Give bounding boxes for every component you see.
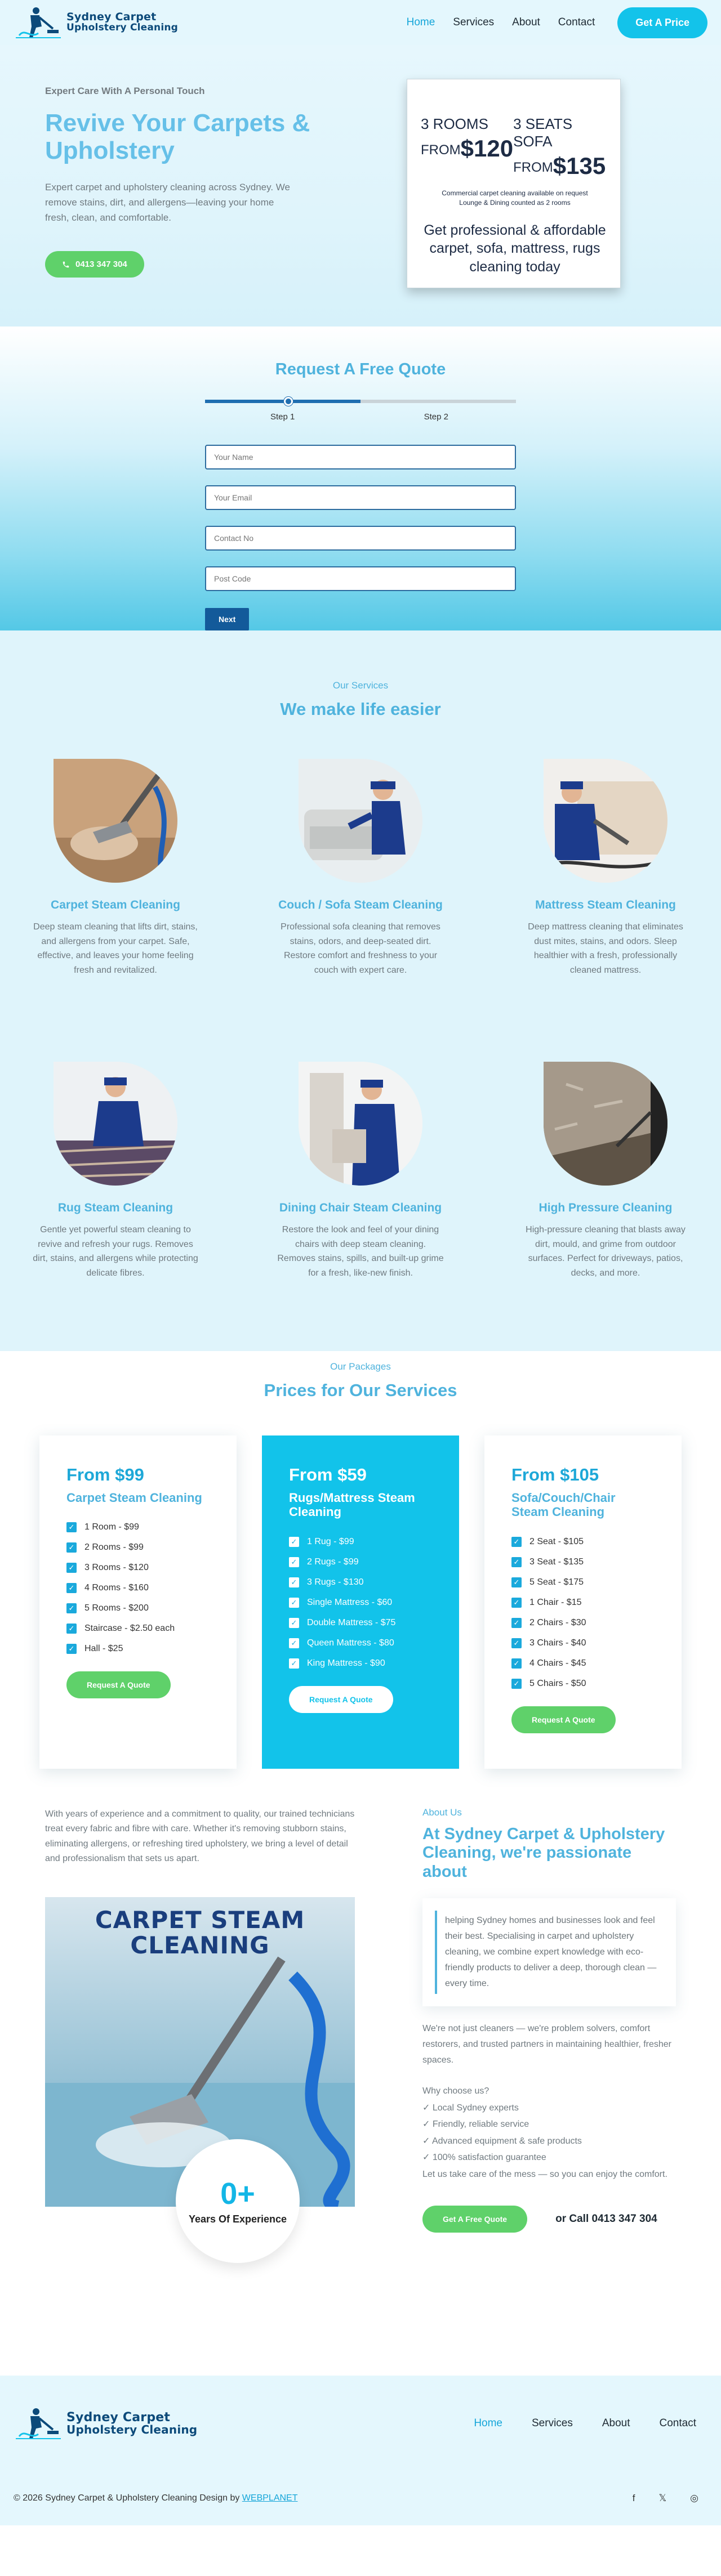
credit-link[interactable]: WEBPLANET bbox=[242, 2493, 298, 2503]
about-image-title: CARPET STEAM CLEANING bbox=[95, 1906, 305, 1960]
logo-line-1: Sydney Carpet bbox=[66, 11, 157, 24]
package-feature: ✓ Hall - $25 bbox=[66, 1639, 210, 1659]
check-icon: ✓ bbox=[511, 1618, 522, 1628]
check-icon: ✓ bbox=[66, 1583, 77, 1593]
package-feature: ✓ 3 Rooms - $120 bbox=[66, 1558, 210, 1578]
package-price: From $59 bbox=[289, 1465, 367, 1484]
package-feature: ✓ 2 Seat - $105 bbox=[511, 1532, 655, 1552]
years-badge bbox=[176, 2139, 300, 2263]
package-feature: ✓ 4 Rooms - $160 bbox=[66, 1578, 210, 1598]
check-icon: ✓ bbox=[511, 1598, 522, 1608]
facebook-icon[interactable]: f bbox=[632, 2493, 635, 2503]
contact-number-input[interactable] bbox=[205, 526, 516, 551]
carpet-cleaning-image bbox=[54, 759, 177, 883]
package-features bbox=[289, 1532, 432, 1674]
about-content bbox=[422, 1807, 676, 2233]
email-input[interactable] bbox=[205, 485, 516, 510]
step-2-label: Step 2 bbox=[424, 412, 448, 422]
package-price: From $99 bbox=[66, 1465, 144, 1484]
check-icon: ✓ bbox=[289, 1598, 299, 1608]
package-feature: ✓ 2 Rugs - $99 bbox=[289, 1552, 432, 1572]
logo-cleaner-icon bbox=[14, 5, 62, 40]
post-code-input[interactable] bbox=[205, 566, 516, 591]
footer-nav-about[interactable]: About bbox=[602, 2417, 630, 2429]
nav-services[interactable]: Services bbox=[453, 16, 495, 28]
about-cta bbox=[422, 2206, 676, 2233]
about-eyebrow: About Us bbox=[422, 1807, 462, 1818]
about-quote: helping Sydney homes and businesses look and feel their best. Specialising in carpet and upholstery cleaning, we combine expert knowledge with eco-friendly products to deliver a deep, thorough clean — every time. bbox=[445, 1916, 657, 1989]
hero-eyebrow: Expert Care With A Personal Touch bbox=[45, 86, 205, 96]
package-feature: ✓ 5 Seat - $175 bbox=[511, 1572, 655, 1593]
step-indicator-dot bbox=[284, 397, 293, 406]
copyright bbox=[14, 2493, 297, 2503]
service-description: High-pressure cleaning that blasts away dirt, mould, and grime from outdoor surfaces. Perfect for driveways, patios, decks, and more. bbox=[526, 1225, 686, 1278]
dining-chair-cleaning-image bbox=[299, 1062, 422, 1186]
twitter-icon[interactable]: 𝕏 bbox=[658, 2493, 667, 2503]
step-progress-fill bbox=[205, 400, 360, 403]
package-price: From $105 bbox=[511, 1465, 599, 1484]
next-button[interactable]: Next bbox=[205, 608, 249, 630]
package-card-carpet bbox=[39, 1435, 237, 1769]
package-feature: ✓ 2 Rooms - $99 bbox=[66, 1537, 210, 1558]
footer-nav-services[interactable]: Services bbox=[532, 2417, 573, 2429]
why-item: ✓ Friendly, reliable service bbox=[422, 2119, 529, 2130]
call-link[interactable]: or Call 0413 347 304 bbox=[555, 2212, 657, 2225]
logo-line-2: Upholstery Cleaning bbox=[66, 22, 179, 34]
package-feature: ✓ Single Mattress - $60 bbox=[289, 1593, 432, 1613]
check-icon: ✓ bbox=[511, 1679, 522, 1689]
hero-section bbox=[0, 45, 721, 327]
check-icon: ✓ bbox=[66, 1522, 77, 1532]
package-name: Carpet Steam Cleaning bbox=[66, 1491, 202, 1505]
hero-content bbox=[45, 86, 338, 278]
check-icon: ✓ bbox=[66, 1542, 77, 1553]
why-item: ✓ 100% satisfaction guarantee bbox=[422, 2153, 546, 2163]
check-icon: ✓ bbox=[289, 1557, 299, 1567]
mattress-cleaning-image bbox=[544, 759, 667, 883]
package-feature: ✓ 2 Chairs - $30 bbox=[511, 1613, 655, 1633]
promo-prices bbox=[421, 115, 609, 180]
promo-sofa-price: $135 bbox=[553, 153, 606, 179]
services-title: We make life easier bbox=[280, 699, 441, 719]
request-quote-button[interactable]: Request A Quote bbox=[289, 1686, 393, 1713]
logo-line-2: Upholstery Cleaning bbox=[66, 2423, 198, 2437]
check-icon: ✓ bbox=[66, 1563, 77, 1573]
instagram-icon[interactable]: ◎ bbox=[690, 2493, 698, 2503]
check-icon: ✓ bbox=[511, 1577, 522, 1587]
rug-cleaning-image bbox=[54, 1062, 177, 1186]
footer-nav-contact[interactable]: Contact bbox=[659, 2417, 696, 2429]
service-title: High Pressure Cleaning bbox=[538, 1201, 673, 1214]
promo-note-1: Commercial carpet cleaning available on request bbox=[442, 189, 588, 197]
service-card-carpet[interactable] bbox=[23, 759, 208, 977]
hero-phone-button[interactable] bbox=[45, 251, 144, 278]
package-feature: ✓ Double Mattress - $75 bbox=[289, 1613, 432, 1633]
request-quote-button[interactable]: Request A Quote bbox=[511, 1706, 616, 1733]
service-description: Deep mattress cleaning that eliminates dust mites, stains, and odors. Sleep healthier with a fresh, professionally cleaned mattress. bbox=[528, 922, 683, 975]
check-icon: ✓ bbox=[289, 1618, 299, 1628]
service-description: Professional sofa cleaning that removes stains, odors, and deep-seated dirt. Restore comfort and freshness to your couch with expert care. bbox=[281, 922, 440, 975]
footer-bottom bbox=[0, 2471, 721, 2525]
package-feature: ✓ 1 Rug - $99 bbox=[289, 1532, 432, 1552]
package-feature: ✓ 1 Chair - $15 bbox=[511, 1593, 655, 1613]
service-title: Rug Steam Cleaning bbox=[57, 1201, 173, 1214]
nav-home[interactable]: Home bbox=[406, 16, 435, 28]
nav-contact[interactable]: Contact bbox=[558, 16, 595, 28]
packages-eyebrow: Our Packages bbox=[330, 1361, 391, 1372]
package-feature: ✓ 3 Chairs - $40 bbox=[511, 1633, 655, 1653]
promo-sofa-title: 3 SEATS SOFA bbox=[513, 115, 573, 150]
service-card-mattress[interactable] bbox=[513, 759, 698, 977]
package-features bbox=[511, 1532, 655, 1694]
logo-text bbox=[66, 2411, 197, 2436]
packages-title: Prices for Our Services bbox=[264, 1380, 457, 1400]
footer-nav bbox=[474, 2417, 696, 2430]
package-feature: ✓ Queen Mattress - $80 bbox=[289, 1633, 432, 1653]
service-description: Restore the look and feel of your dining chairs with deep steam cleaning. Removes stains, spills, and built-up grime for a fresh, like-new finish. bbox=[277, 1225, 444, 1278]
promo-rooms-from: FROM bbox=[421, 142, 461, 158]
free-quote-button[interactable]: Get A Free Quote bbox=[422, 2206, 527, 2233]
quote-section bbox=[0, 327, 721, 630]
high-pressure-cleaning-image bbox=[544, 1062, 667, 1186]
about-intro: With years of experience and a commitment to quality, our trained technicians treat every fabric and fibre with care. Whether it's removing stubborn stains, eliminating allergens, or refreshing tired upholstery, we bring a level of detail and professionalism that sets us apart. bbox=[45, 1809, 355, 1864]
check-icon: ✓ bbox=[511, 1658, 522, 1669]
service-card-dining-chair[interactable] bbox=[268, 1062, 453, 1280]
package-feature: ✓ 3 Rugs - $130 bbox=[289, 1572, 432, 1593]
service-title: Mattress Steam Cleaning bbox=[535, 898, 676, 911]
logo-line-1: Sydney Carpet bbox=[66, 2410, 171, 2425]
package-feature: ✓ 3 Seat - $135 bbox=[511, 1552, 655, 1572]
main-nav bbox=[407, 7, 707, 38]
footer-logo[interactable] bbox=[14, 2406, 197, 2441]
copyright-text: © 2026 Sydney Carpet & Upholstery Cleaning Design by bbox=[14, 2493, 240, 2503]
check-icon: ✓ bbox=[66, 1603, 77, 1613]
promo-note bbox=[421, 189, 609, 208]
package-name: Rugs/Mattress Steam Cleaning bbox=[289, 1491, 415, 1519]
promo-rooms-price: $120 bbox=[460, 135, 514, 162]
check-icon: ✓ bbox=[66, 1644, 77, 1654]
check-icon: ✓ bbox=[289, 1638, 299, 1648]
hero-title: Revive Your Carpets & Upholstery bbox=[45, 109, 310, 165]
packages-section bbox=[0, 1351, 721, 1801]
check-icon: ✓ bbox=[66, 1624, 77, 1634]
service-title: Dining Chair Steam Cleaning bbox=[279, 1201, 442, 1214]
nav-about[interactable]: About bbox=[512, 16, 540, 28]
services-section bbox=[0, 630, 721, 1351]
package-feature: ✓ 5 Rooms - $200 bbox=[66, 1598, 210, 1618]
check-icon: ✓ bbox=[289, 1577, 299, 1587]
sofa-cleaning-image bbox=[299, 759, 422, 883]
check-icon: ✓ bbox=[289, 1658, 299, 1669]
phone-icon bbox=[62, 261, 70, 269]
footer-top bbox=[0, 2376, 721, 2471]
promo-sofa-from: FROM bbox=[513, 160, 553, 175]
package-card-sofa bbox=[484, 1435, 682, 1769]
hero-phone-number: 0413 347 304 bbox=[75, 260, 127, 270]
package-name: Sofa/Couch/Chair Steam Cleaning bbox=[511, 1491, 616, 1519]
site-footer bbox=[0, 2376, 721, 2525]
quote-title: Request A Free Quote bbox=[275, 360, 446, 378]
about-section bbox=[0, 1801, 721, 2376]
request-quote-button[interactable]: Request A Quote bbox=[66, 1671, 171, 1698]
about-paragraph: We're not just cleaners — we're problem solvers, comfort restorers, and trusted partners in maintaining healthier, fresher spaces. bbox=[422, 2024, 672, 2065]
years-number: 0+ bbox=[220, 2177, 255, 2211]
services-eyebrow: Our Services bbox=[332, 680, 389, 691]
package-feature: ✓ 5 Chairs - $50 bbox=[511, 1674, 655, 1694]
service-title: Couch / Sofa Steam Cleaning bbox=[278, 898, 443, 911]
name-input[interactable] bbox=[205, 445, 516, 469]
service-title: Carpet Steam Cleaning bbox=[51, 898, 180, 911]
why-item: ✓ Local Sydney experts bbox=[422, 2103, 519, 2113]
step-1-label: Step 1 bbox=[270, 412, 295, 422]
service-card-rug[interactable] bbox=[23, 1062, 208, 1280]
package-features bbox=[66, 1517, 210, 1659]
step-progress-bar bbox=[205, 400, 516, 403]
about-closing: Let us take care of the mess — so you can enjoy the comfort. bbox=[422, 2170, 667, 2179]
about-quote-box bbox=[422, 1898, 676, 2006]
promo-card bbox=[407, 79, 621, 288]
service-description: Gentle yet powerful steam cleaning to revive and refresh your rugs. Removes dirt, stains, and allergens while protecting delicate fibres. bbox=[33, 1225, 198, 1278]
logo-text bbox=[66, 12, 178, 33]
service-card-high-pressure[interactable] bbox=[513, 1062, 698, 1280]
site-header bbox=[0, 0, 721, 45]
why-choose-us bbox=[422, 2083, 676, 2183]
check-icon: ✓ bbox=[289, 1537, 299, 1547]
footer-nav-home[interactable]: Home bbox=[474, 2417, 502, 2429]
why-item: ✓ Advanced equipment & safe products bbox=[422, 2136, 582, 2146]
promo-note-2: Lounge & Dining counted as 2 rooms bbox=[459, 198, 571, 207]
promo-sofa bbox=[513, 115, 609, 180]
check-icon: ✓ bbox=[511, 1557, 522, 1567]
package-feature: ✓ 4 Chairs - $45 bbox=[511, 1653, 655, 1674]
service-description: Deep steam cleaning that lifts dirt, stains, and allergens from your carpet. Safe, effective, and leaves your home feeling fresh and revitalized. bbox=[33, 922, 198, 975]
check-icon: ✓ bbox=[511, 1638, 522, 1648]
package-card-rugs-mattress bbox=[262, 1435, 459, 1769]
about-title: At Sydney Carpet & Upholstery Cleaning, we're passionate about bbox=[422, 1825, 665, 1881]
quote-steps bbox=[205, 400, 516, 422]
site-logo[interactable] bbox=[14, 5, 178, 40]
get-price-button[interactable]: Get A Price bbox=[617, 7, 707, 38]
promo-rooms-title: 3 ROOMS bbox=[421, 115, 488, 132]
service-card-sofa[interactable] bbox=[268, 759, 453, 977]
package-feature: ✓ 1 Room - $99 bbox=[66, 1517, 210, 1537]
why-title: Why choose us? bbox=[422, 2086, 489, 2096]
package-feature: ✓ Staircase - $2.50 each bbox=[66, 1618, 210, 1639]
social-links bbox=[633, 2493, 698, 2504]
hero-description: Expert carpet and upholstery cleaning across Sydney. We remove stains, dirt, and allergens—leaving your home fresh, clean, and comfortable. bbox=[45, 181, 290, 223]
logo-cleaner-icon bbox=[14, 2406, 62, 2441]
years-label: Years Of Experience bbox=[188, 2213, 287, 2225]
promo-rooms bbox=[421, 115, 513, 180]
package-feature: ✓ King Mattress - $90 bbox=[289, 1653, 432, 1674]
check-icon: ✓ bbox=[511, 1537, 522, 1547]
promo-headline: Get professional & affordable carpet, sofa, mattress, rugs cleaning today bbox=[424, 222, 606, 275]
